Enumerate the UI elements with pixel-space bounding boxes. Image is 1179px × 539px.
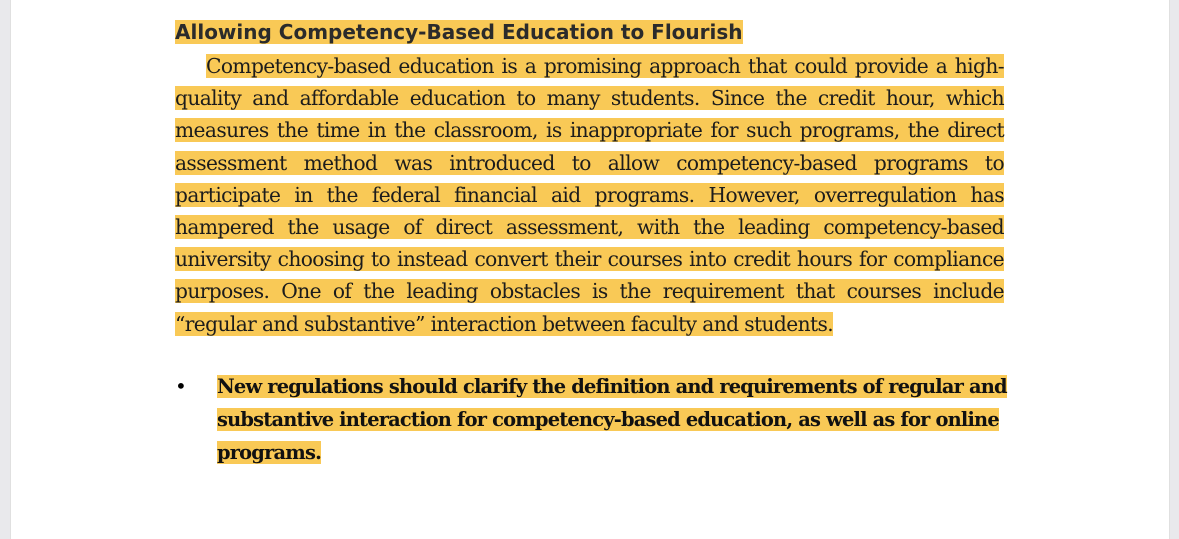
recommendation-text[interactable]: New regulations should clarify the definition and requirements of regular and substantive interaction for competency-based education, as well as for online programs. <box>217 374 1007 464</box>
section-heading-text[interactable]: Allowing Competency-Based Education to Flourish <box>175 20 743 44</box>
body-paragraph[interactable] <box>175 50 1004 340</box>
recommendation-paragraph[interactable] <box>217 370 1017 469</box>
section-heading[interactable] <box>175 18 1025 46</box>
bullet-icon: • <box>175 373 187 398</box>
recommendation-bullet[interactable] <box>175 370 1025 469</box>
document-content <box>175 18 1025 469</box>
document-page <box>10 0 1170 539</box>
body-paragraph-text[interactable]: Competency-based education is a promising approach that could provide a high-quality and affordable education to many students. Since the credit hour, which measures the time in the classroom, is inappropriate for such programs, the direct assessment method was introduced to allow competency-based programs to participate in the federal financial aid programs. However, overregulation has hampered the usage of direct assessment, with the leading competency-based university choosing to instead convert their courses into credit hours for compliance purposes. One of the leading obstacles is the requirement that courses include “regular and substantive” interaction between faculty and students. <box>175 54 1004 336</box>
